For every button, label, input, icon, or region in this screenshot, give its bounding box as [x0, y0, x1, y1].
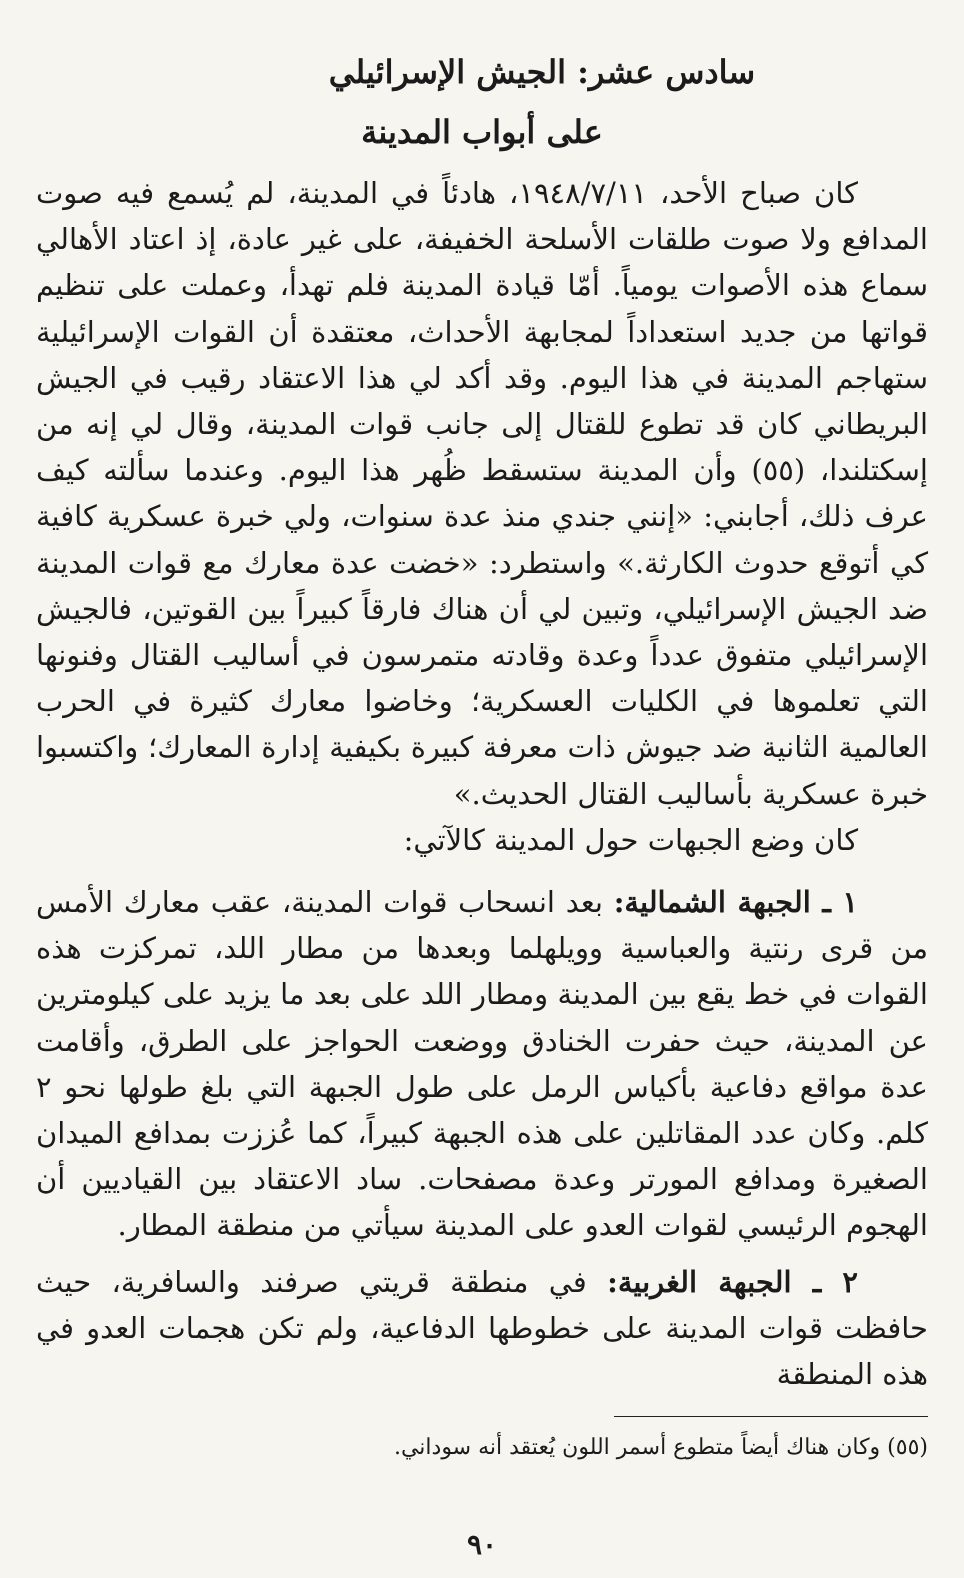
- north-front-heading: ١ ـ الجبهة الشمالية:: [613, 885, 858, 920]
- west-front-text: في منطقة قريتي صرفند والسافرية، حيث حافظت قوات المدينة على خطوطها الدفاعية، ولم تكن هجمات العدو في هذه المنطقة: [36, 1264, 928, 1392]
- paragraph-2: كان وضع الجبهات حول المدينة كالآتي:: [403, 822, 858, 857]
- footnote: (٥٥) وكان هناك أيضاً متطوع أسمر اللون يُعتقد أنه سوداني.: [393, 1435, 928, 1460]
- footnote-divider: [614, 1416, 928, 1417]
- paragraph-north-front: [36, 879, 928, 1249]
- chapter-title: سادس عشر: الجيش الإسرائيلي: [328, 53, 756, 91]
- chapter-subtitle: على أبواب المدينة: [361, 113, 603, 151]
- body-text: [36, 170, 928, 1397]
- west-front-heading: ٢ ـ الجبهة الغربية:: [607, 1264, 858, 1299]
- paragraph-west-front: [36, 1259, 928, 1398]
- page-number: ٩٠: [466, 1528, 498, 1561]
- paragraph-1: كان صباح الأحد، ١٩٤٨/٧/١١، هادئاً في المدينة، لم يُسمع فيه صوت المدافع ولا صوت طلقات الأسلحة الخفيفة، على غير عادة، إذ اعتاد الأهالي سماع هذه الأصوات يومياً. أمّا قيادة المدينة فلم تهدأ، وعملت على تنظيم قواتها من جديد استعداداً لمجابهة الأحداث، معتقدة أن القوات الإسرائيلية ستهاجم المدينة في هذا اليوم. وقد أكد لي هذا الاعتقاد رقيب في الجيش البريطاني كان قد تطوع للقتال إلى جانب قوات المدينة، وقال لي إنه من إسكتلندا، (٥٥) وأن المدينة ستسقط ظُهر هذا اليوم. وعندما سألته كيف عرف ذلك، أجابني: «إنني جندي منذ عدة سنوات، ولي خبرة عسكرية كافية كي أتوقع حدوث الكارثة.» واستطرد: «خضت عدة معارك مع قوات المدينة ضد الجيش الإسرائيلي، وتبين لي أن هناك فارقاً كبيراً بين القوتين، فالجيش الإسرائيلي متفوق عدداً وعدة وقادته متمرسون في أساليب القتال وفنونها التي تعلموها في الكليات العسكرية؛ وخاضوا معارك كثيرة في الحرب العالمية الثانية ضد جيوش ذات معرفة كبيرة بكيفية إدارة المعارك؛ واكتسبوا خبرة عسكرية بأساليب القتال الحديث.»: [36, 176, 928, 811]
- north-front-text: بعد انسحاب قوات المدينة، عقب معارك الأمس من قرى رنتية والعباسية وويلهلما وبعدها من مطار اللد، تمركزت هذه القوات في خط يقع بين المدينة ومطار اللد على بعد ما يزيد على كيلومترين عن المدينة، حيث حفرت الخنادق ووضعت الحواجز على الطرق، وأقامت عدة مواقع دفاعية بأكياس الرمل على طول الجبهة التي بلغ طولها نحو ٢ كلم. وكان عدد المقاتلين على هذه الجبهة كبيراً، كما عُززت بمدافع الميدان الصغيرة ومدافع المورتر وعدة مصفحات. ساد الاعتقاد بين القياديين أن الهجوم الرئيسي لقوات العدو على المدينة سيأتي من منطقة المطار.: [36, 885, 928, 1243]
